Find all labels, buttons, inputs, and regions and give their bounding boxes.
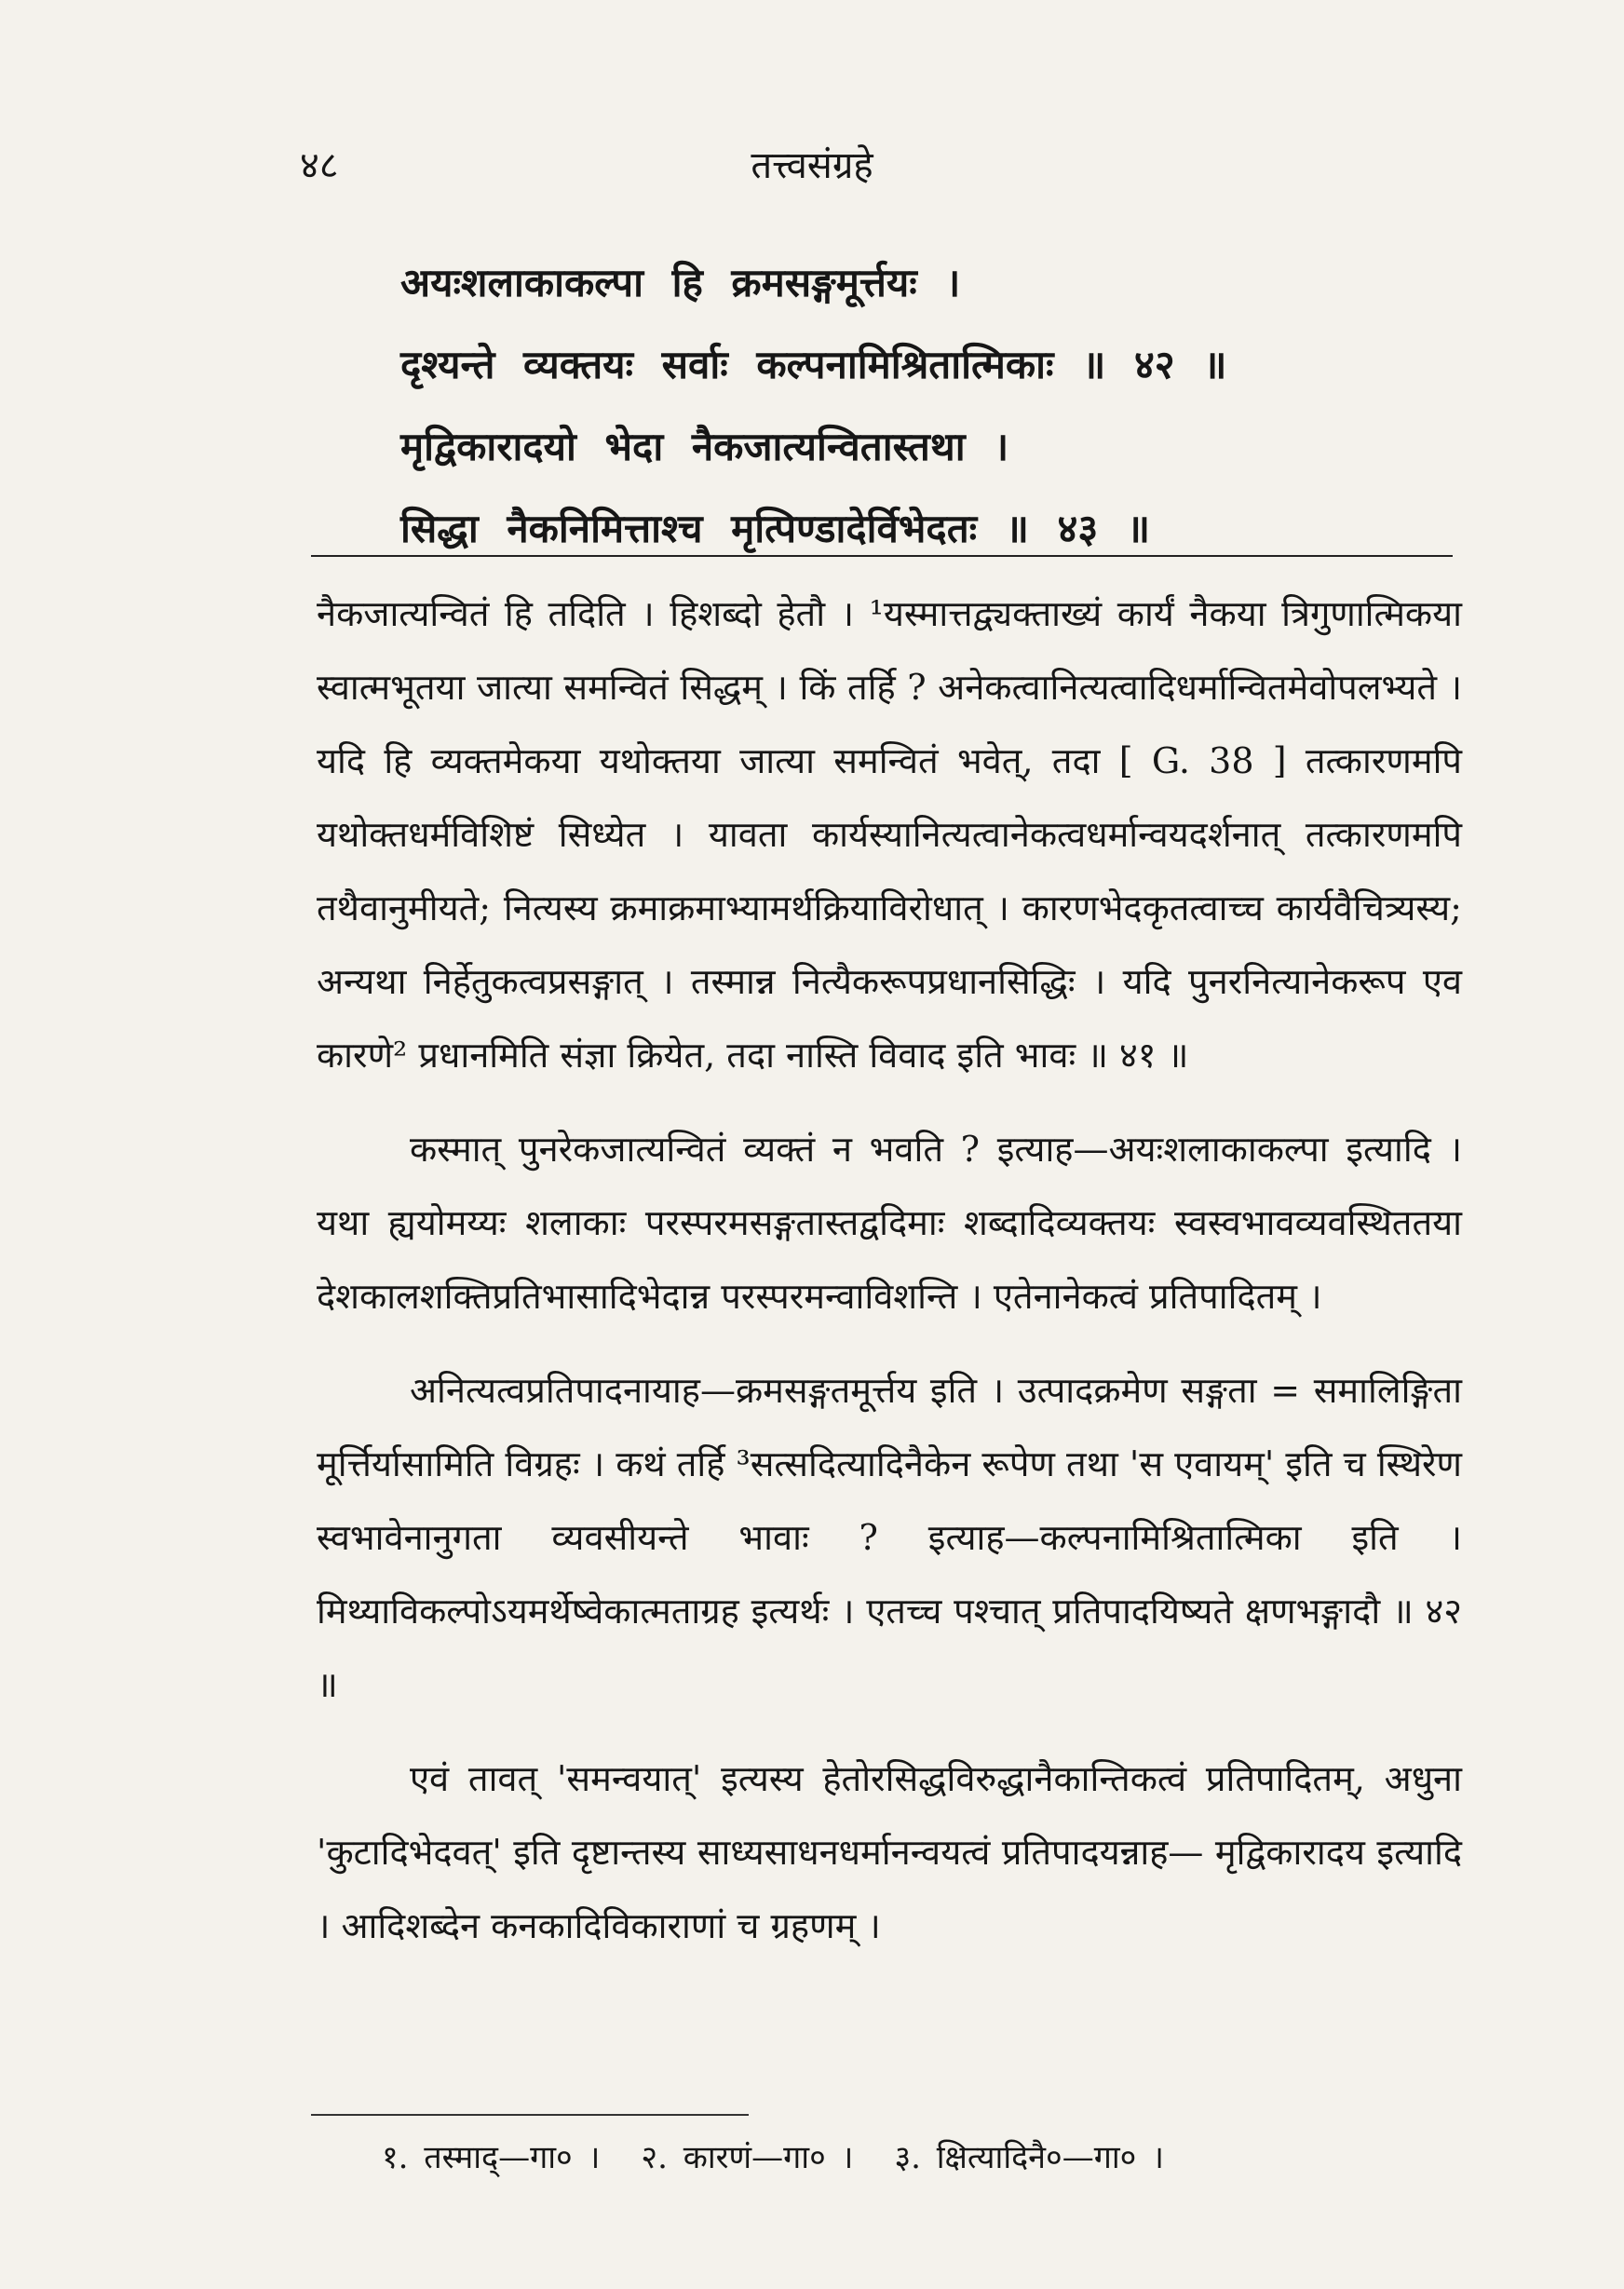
commentary-paragraph	[317, 577, 1462, 1092]
footnote: २. कारणं—गा० ।	[641, 2139, 854, 2176]
commentary-text: कस्मात् पुनरेकजात्यन्वितं व्यक्तं न भवति ? इत्याह—अयःशलाकाकल्पा इत्यादि । यथा ह्ययोमय्यः शलाकाः परस्परमसङ्गतास्तद्वदिमाः शब्दादिव्यक्तयः स्वस्वभावव्यवस्थिततया देशकालशक्तिप्रतिभासादिभेदान्न परस्परमन्वाविशन्ति । एतेनानेकत्वं प्रतिपादितम् ।	[317, 1129, 1462, 1317]
commentary-text: एवं तावत् 'समन्वयात्' इत्यस्य हेतोरसिद्धविरुद्धानैकान्तिकत्वं प्रतिपादितम्, अधुना 'कुटादिभेदवत्' इति दृष्टान्तस्य साध्यसाधनधर्मानन्वयत्वं प्रतिपादयन्नाह— मृद्विकारादय इत्यादि । आदिशब्देन कनकादिविकाराणां च ग्रहणम् ।	[317, 1758, 1462, 1946]
footnotes	[382, 2134, 1164, 2177]
verse-line: दृश्यन्ते व्यक्तयः सर्वाः कल्पनामिश्रितात्मिकाः ॥ ४२ ॥	[400, 342, 1227, 387]
verse-line: मृद्विकारादयो भेदा नैकजात्यन्वितास्तथा ।	[400, 424, 1009, 469]
running-title: तत्त्वसंग्रहे	[751, 144, 873, 187]
verse-block	[400, 242, 1397, 570]
verse-line: अयःशलाकाकल्पा हि क्रमसङ्गमूर्त्तयः ।	[400, 260, 961, 305]
commentary-text: नैकजात्यन्वितं हि तदिति । हिशब्दो हेतौ । ¹यस्मात्तद्व्यक्ताख्यं कार्यं नैकया त्रिगुणात्मिकया स्वात्मभूतया जात्या समन्वितं सिद्धम् । किं तर्हि ? अनेकत्वानित्यत्वादिधर्मान्वितमेवोपलभ्यते । यदि हि व्यक्तमेकया यथोक्तया जात्या समन्वितं भवेत्, तदा [ G. 38 ] तत्कारणमपि यथोक्तधर्मविशिष्टं सिध्येत । यावता कार्यस्यानित्यत्वानेकत्वधर्मान्वयदर्शनात् तत्कारणमपि तथैवानुमीयते; नित्यस्य क्रमाक्रमाभ्यामर्थक्रियाविरोधात् । कारणभेदकृतत्वाच्च कार्यवैचित्र्यस्य; अन्यथा निर्हेतुकत्वप्रसङ्गात् । तस्मान्न नित्यैकरूपप्रधानसिद्धिः । यदि पुनरनित्यानेकरूप एव कारणे² प्रधानमिति संज्ञा क्रियेत, तदा नास्ति विवाद इति भावः ॥ ४१ ॥	[317, 593, 1462, 1076]
footnote-divider	[311, 2114, 749, 2116]
commentary-text: अनित्यत्वप्रतिपादनायाह—क्रमसङ्गतमूर्त्तय इति । उत्पादक्रमेण सङ्गता = समालिङ्गिता मूर्त्तिर्यासामिति विग्रहः । कथं तर्हि ³सत्सदित्यादिनैकेन रूपेण तथा 'स एवायम्' इति च स्थिरेण स्वभावेनानुगता व्यवसीयन्ते भावाः ? इत्याह—कल्पनामिश्रितात्मिका इति । मिथ्याविकल्पोऽयमर्थेष्वेकात्मताग्रह इत्यर्थः । एतच्च पश्चात् प्रतिपादयिष्यते क्षणभङ्गादौ ॥ ४२ ॥	[317, 1370, 1462, 1705]
commentary-paragraph	[317, 1354, 1462, 1722]
page-number: ४८	[300, 144, 339, 187]
commentary	[317, 577, 1462, 1984]
verse-line: सिद्धा नैकनिमित्ताश्च मृत्पिण्डादेर्विभेदतः ॥ ४३ ॥	[400, 506, 1150, 551]
verse-divider	[311, 555, 1453, 557]
commentary-paragraph	[317, 1113, 1462, 1334]
commentary-paragraph	[317, 1742, 1462, 1963]
footnote: १. तस्माद्—गा० ।	[382, 2139, 601, 2176]
footnote: ३. क्षित्यादिनै०—गा० ।	[894, 2139, 1165, 2176]
